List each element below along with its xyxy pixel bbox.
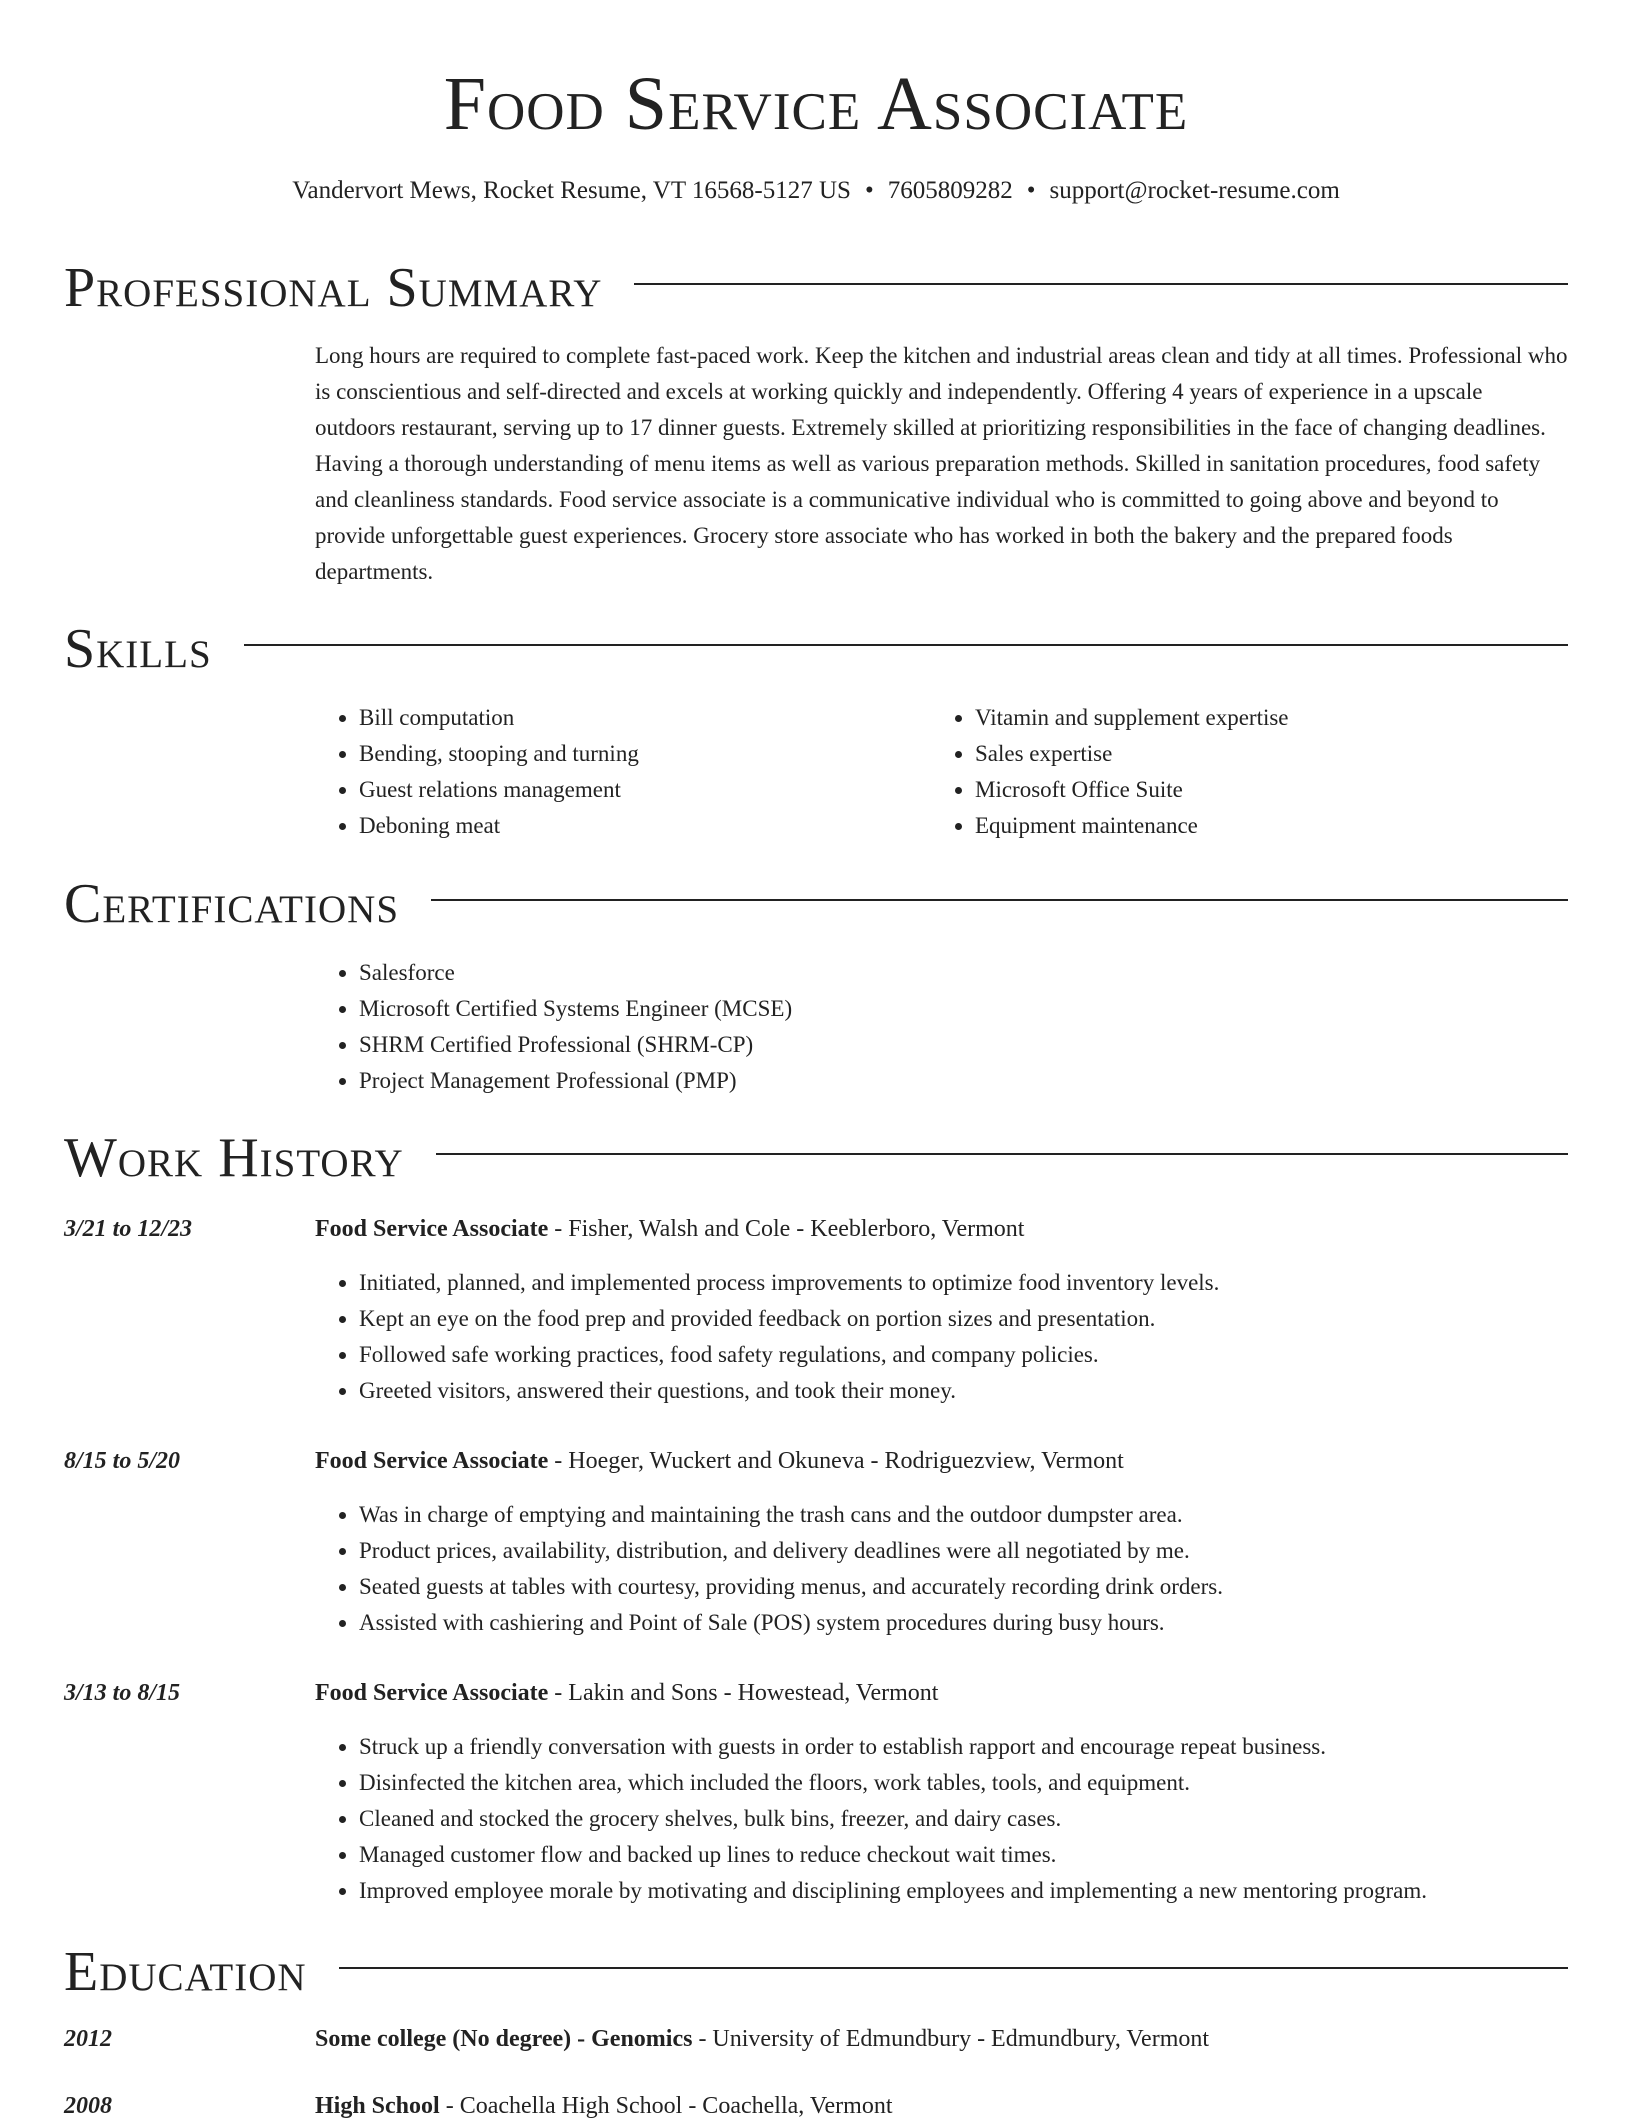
education-entry (315, 2090, 1568, 2122)
job-bullets (315, 1497, 1619, 1641)
skill-item: • Equipment maintenance (975, 808, 1535, 844)
job-bullet: • Improved employee morale by motivating and disciplining employees and implementing a new mentoring program. (359, 1873, 1619, 1909)
job-employer: - Lakin and Sons - Howestead, Vermont (548, 1680, 939, 1706)
skill-item: • Deboning meat (359, 808, 919, 844)
job-bullet: • Product prices, availability, distribution, and delivery deadlines were all negotiated by me. (359, 1533, 1619, 1569)
education-school: - University of Edmundbury - Edmundbury, Vermont (692, 2026, 1210, 2052)
contact-line (0, 176, 1632, 206)
education-year: 2008 (64, 2093, 112, 2119)
education-degree: High School (315, 2093, 440, 2119)
skill-item: • Vitamin and supplement expertise (975, 700, 1535, 736)
skill-item: • Guest relations management (359, 772, 919, 808)
job-heading (315, 1445, 1568, 1477)
skill-item: • Bending, stooping and turning (359, 736, 919, 772)
summary-section-header (64, 253, 1568, 323)
education-year: 2012 (64, 2026, 112, 2052)
work-section-header (64, 1123, 1568, 1193)
section-divider (431, 899, 1568, 901)
job-bullet: • Greeted visitors, answered their questions, and took their money. (359, 1373, 1619, 1409)
job-bullet: • Disinfected the kitchen area, which included the floors, work tables, tools, and equipment. (359, 1765, 1619, 1801)
certifications-section-header (64, 869, 1568, 939)
certification-item: • Microsoft Certified Systems Engineer (MCSE) (359, 991, 1559, 1027)
job-bullet: • Kept an eye on the food prep and provided feedback on portion sizes and presentation. (359, 1301, 1619, 1337)
skill-item: • Microsoft Office Suite (975, 772, 1535, 808)
section-divider (436, 1153, 1568, 1155)
section-title-certifications: Certifications (64, 873, 400, 935)
job-heading (315, 1677, 1568, 1709)
job-dates: 3/21 to 12/23 (64, 1216, 193, 1242)
skills-list-left (315, 700, 919, 844)
job-bullet: • Followed safe working practices, food safety regulations, and company policies. (359, 1337, 1619, 1373)
education-section-header (64, 1937, 1568, 2007)
separator: • (1026, 177, 1036, 204)
job-employer: - Fisher, Walsh and Cole - Keeblerboro, Vermont (548, 1216, 1025, 1242)
job-employer: - Hoeger, Wuckert and Okuneva - Rodriguezview, Vermont (548, 1448, 1124, 1474)
certification-item: • SHRM Certified Professional (SHRM-CP) (359, 1027, 1559, 1063)
address: Vandervort Mews, Rocket Resume, VT 16568-5127 US (292, 177, 851, 204)
certifications-list (315, 955, 1559, 1099)
job-bullet: • Struck up a friendly conversation with guests in order to establish rapport and encourage repeat business. (359, 1729, 1619, 1765)
phone: 7605809282 (887, 177, 1013, 204)
separator: • (864, 177, 874, 204)
education-entry (315, 2023, 1568, 2055)
section-title-summary: Professional Summary (64, 257, 603, 319)
job-heading (315, 1213, 1568, 1245)
job-dates: 8/15 to 5/20 (64, 1448, 181, 1474)
job-bullets (315, 1265, 1619, 1409)
section-title-work: Work History (64, 1127, 404, 1189)
section-divider (244, 644, 1568, 646)
summary-text: Long hours are required to complete fast-paced work. Keep the kitchen and industrial areas clean and tidy at all times. Professional who is conscientious and self-directed and excels at working quickly and independently. Offering 4 years of experience in a upscale outdoors restaurant, serving up to 17 dinner guests. Extremely skilled at prioritizing responsibilities in the face of changing deadlines. Having a thorough understanding of menu items as well as various preparation methods. Skilled in sanitation procedures, food safety and cleanliness standards. Food service associate is a communicative individual who is committed to going above and beyond to provide unforgettable guest experiences. Grocery store associate who has worked in both the bakery and the prepared foods departments. (315, 343, 1568, 584)
job-title: Food Service Associate (315, 1216, 549, 1242)
job-bullet: • Seated guests at tables with courtesy, providing menus, and accurately recording drink orders. (359, 1569, 1619, 1605)
job-title: Food Service Associate (315, 1448, 549, 1474)
job-bullets (315, 1729, 1619, 1909)
education-school: - Coachella High School - Coachella, Vermont (439, 2093, 893, 2119)
skills-list-right (931, 700, 1535, 844)
candidate-name: Food Service Associate (443, 62, 1189, 146)
section-divider (634, 283, 1568, 285)
skill-item: • Bill computation (359, 700, 919, 736)
skill-item: • Sales expertise (975, 736, 1535, 772)
job-bullet: • Initiated, planned, and implemented process improvements to optimize food inventory levels. (359, 1265, 1619, 1301)
job-title: Food Service Associate (315, 1680, 549, 1706)
certification-item: • Project Management Professional (PMP) (359, 1063, 1559, 1099)
section-title-skills: Skills (64, 618, 212, 680)
skills-section-header (64, 614, 1568, 684)
email-link[interactable]: support@rocket-resume.com (1049, 177, 1340, 204)
section-divider (339, 1967, 1568, 1969)
job-bullet: • Managed customer flow and backed up lines to reduce checkout wait times. (359, 1837, 1619, 1873)
section-title-education: Education (64, 1941, 307, 2003)
job-bullet: • Assisted with cashiering and Point of Sale (POS) system procedures during busy hours. (359, 1605, 1619, 1641)
education-degree: Some college (No degree) - Genomics (315, 2026, 693, 2052)
job-bullet: • Cleaned and stocked the grocery shelves, bulk bins, freezer, and dairy cases. (359, 1801, 1619, 1837)
certification-item: • Salesforce (359, 955, 1559, 991)
job-bullet: • Was in charge of emptying and maintaining the trash cans and the outdoor dumpster area. (359, 1497, 1619, 1533)
job-dates: 3/13 to 8/15 (64, 1680, 181, 1706)
